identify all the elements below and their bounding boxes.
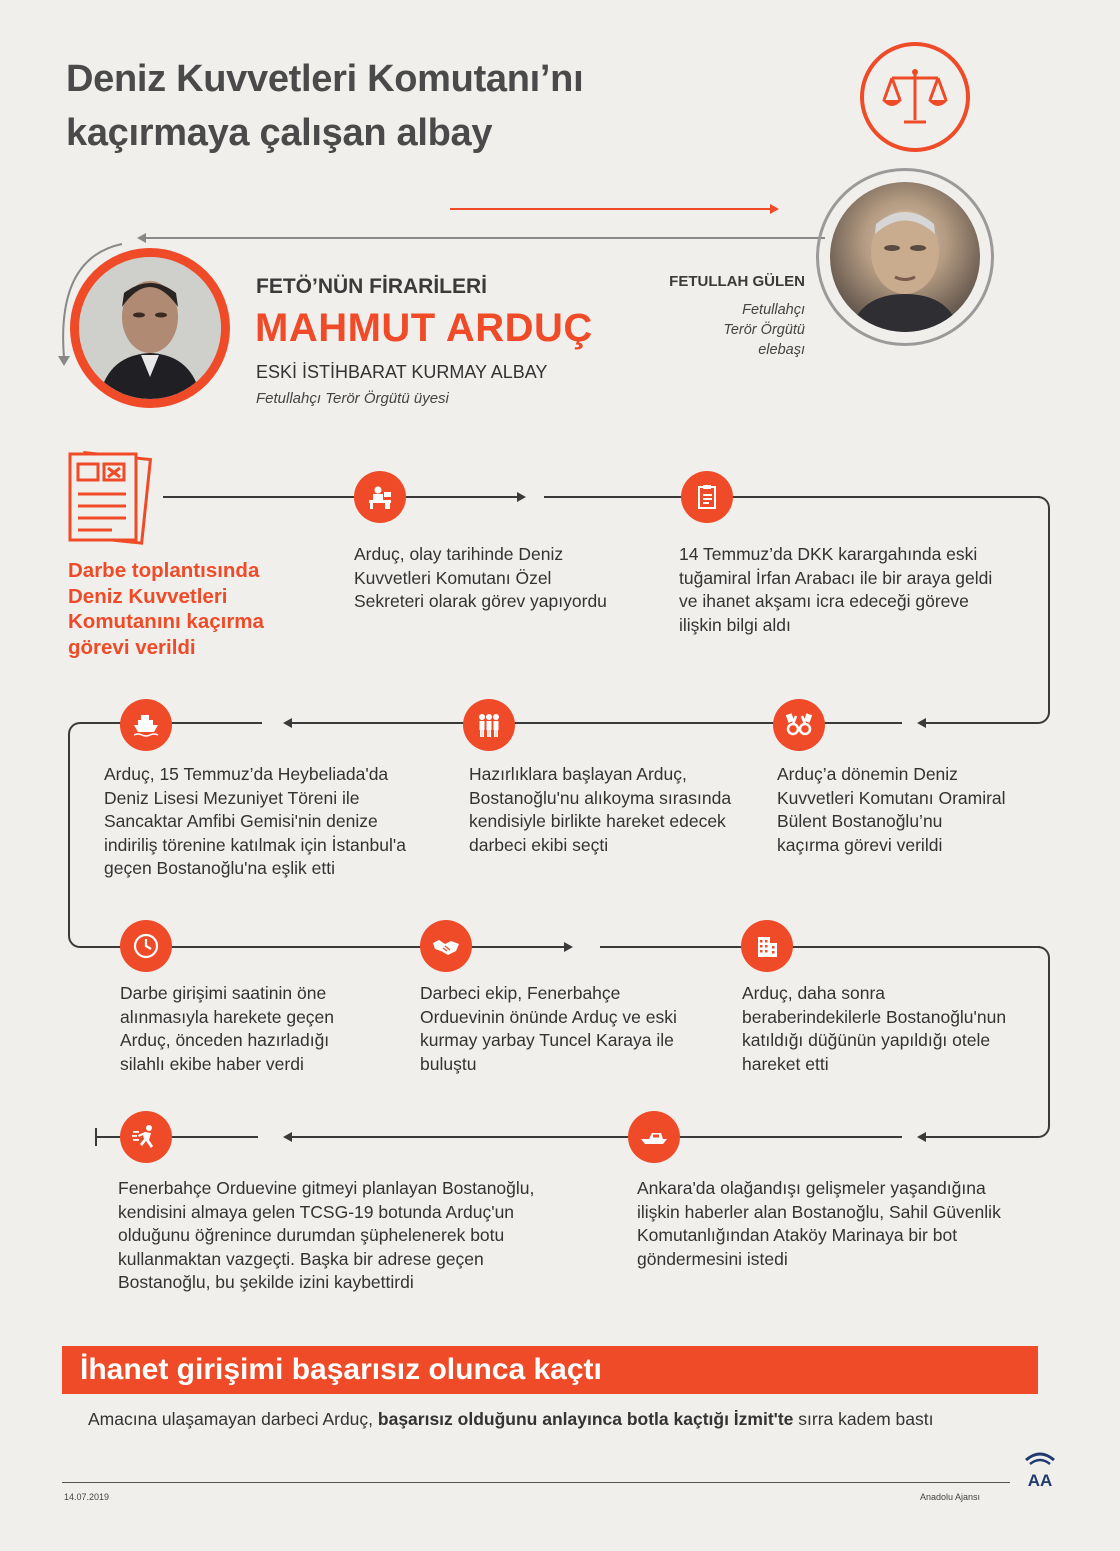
arrow-head <box>564 942 573 952</box>
intro-text: Darbe toplantısında Deniz Kuvvetleri Komutanını kaçırma görevi verildi <box>68 559 264 659</box>
leader-photo <box>830 182 980 332</box>
speedboat-icon <box>628 1111 680 1163</box>
timeline-line <box>544 496 1040 498</box>
arrow-head <box>770 204 779 214</box>
arrow-head <box>917 1132 926 1142</box>
timeline-line <box>82 722 262 724</box>
timeline-line <box>926 1136 1036 1138</box>
timeline-line <box>163 496 517 498</box>
hotel-icon <box>741 920 793 972</box>
runner-icon <box>120 1111 172 1163</box>
ship-icon <box>120 699 172 751</box>
timeline-step-5: Arduç, 15 Temmuz’da Heybeliada'da Deniz Lisesi Mezuniyet Töreni ile Sancaktar Amfibi Gemisi'nin denize indiriliş törenine katılmak için İstanbul'a geçen Bostanoğlu'na eşlik etti <box>104 764 406 878</box>
arrow-head <box>917 718 926 728</box>
timeline-step-10: Fenerbahçe Orduevine gitmeyi planlayan Bostanoğlu, kendisini almaya gelen TCSG-19 botunda Arduç'un olduğunu öğrenince durumdan şüphelenerek botu kullanmaktan vazgeçti. Başka bir adrese geçen Bostanoğlu, bu şekilde izini kaybettirdi <box>118 1178 535 1292</box>
arrow-head <box>517 492 526 502</box>
timeline-step-3: Arduç’a dönemin Deniz Kuvvetleri Komutanı Oramiral Bülent Bostanoğlu’nu kaçırma görevi verildi <box>777 764 1006 855</box>
justice-scale-icon <box>860 42 970 152</box>
conclusion-banner: İhanet girişimi başarısız olunca kaçtı <box>62 1346 1038 1394</box>
timeline-step-9: Ankara'da olağandışı gelişmeler yaşandığına ilişkin haberler alan Bostanoğlu, Sahil Güvenlik Komutanlığından Ataköy Marinaya bir bot göndermesini istedi <box>637 1178 1001 1269</box>
handshake-icon <box>420 920 472 972</box>
page-title: Deniz Kuvvetleri Komutanı’nı kaçırmaya çalışan albay <box>66 58 584 154</box>
timeline-end <box>95 1128 97 1146</box>
arrow-head <box>283 718 292 728</box>
suspect-photo <box>70 248 230 408</box>
timeline-step-6: Darbe girişimi saatinin öne alınmasıyla harekete geçen Arduç, önceden hazırladığı silahlı ekibe haber verdi <box>120 983 335 1074</box>
timeline-line <box>600 946 1040 948</box>
leader-description: Fetullahçı Terör Örgütü elebaşı <box>723 302 805 358</box>
suspect-rank: ESKİ İSTİHBARAT KURMAY ALBAY <box>256 362 548 382</box>
timeline-curve <box>68 722 88 948</box>
connector-line <box>145 237 825 239</box>
suspect-name: MAHMUT ARDUÇ <box>255 306 593 350</box>
timeline-step-4: Hazırlıklara başlayan Arduç, Bostanoğlu'nu alıkoyma sırasında kendisiyle birlikte hareket edecek darbeci ekibi seçti <box>469 764 732 855</box>
agency-logo <box>1018 1446 1062 1490</box>
handcuffs-icon <box>773 699 825 751</box>
timeline-step-2: 14 Temmuz’da DKK karargahında eski tuğamiral İrfan Arabacı ile bir araya geldi ve ihanet akşamı icra edeceği göreve ilişkin bilgi aldı <box>679 544 993 635</box>
arrow-line <box>450 208 770 210</box>
footer-agency: Anadolu Ajansı <box>920 1492 981 1502</box>
clipboard-icon <box>681 471 733 523</box>
arrow-head <box>283 1132 292 1142</box>
leader-name: FETULLAH GÜLEN <box>669 273 805 290</box>
timeline-step-1: Arduç, olay tarihinde Deniz Kuvvetleri Komutanı Özel Sekreteri olarak görev yapıyordu <box>354 544 607 611</box>
section-label: FETÖ’NÜN FİRARİLERİ <box>256 275 487 298</box>
timeline-line <box>292 1136 902 1138</box>
conclusion-text: Amacına ulaşamayan darbeci Arduç, başarısız olduğunu anlayınca botla kaçtığı İzmit'te sırra kadem bastı <box>88 1409 934 1429</box>
footer-date: 14.07.2019 <box>64 1492 110 1502</box>
group-icon <box>463 699 515 751</box>
timeline-step-7: Darbeci ekip, Fenerbahçe Orduevinin önünde Arduç ve eski kurmay yarbay Tuncel Karaya ile buluştu <box>420 983 677 1074</box>
office-desk-icon <box>354 471 406 523</box>
agency-logo-text: AA <box>1027 1471 1053 1490</box>
clock-icon <box>120 920 172 972</box>
timeline-step-8: Arduç, daha sonra beraberindekilerle Bostanoğlu'nun katıldığı düğünün yapıldığı otele hareket etti <box>742 983 1007 1074</box>
footer-divider <box>62 1482 1010 1483</box>
document-icon <box>64 450 156 550</box>
suspect-affiliation: Fetullahçı Terör Örgütü üyesi <box>256 390 449 407</box>
timeline-line <box>926 722 1036 724</box>
